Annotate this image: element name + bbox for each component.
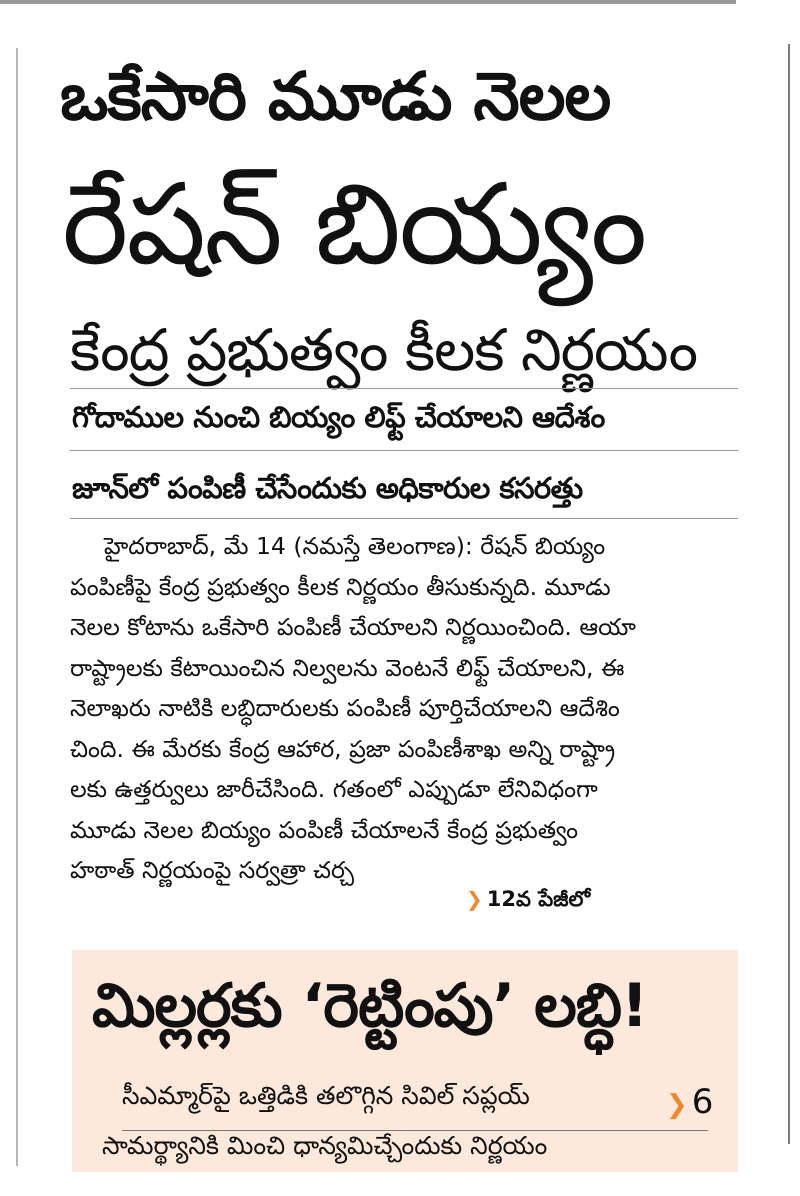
body-line-3: నెలల కోటాను ఒకేసారి పంపిణీ చేయాలని నిర్ణయించింది. ఆయా [70, 613, 636, 641]
article-body [70, 526, 736, 891]
subhead-2: జూన్‌లో పంపిణీ చేసేందుకు అధికారుల కసరత్తు [72, 471, 583, 505]
right-column-rule [788, 44, 790, 1144]
body-line-5: నెలాఖరు నాటికి లబ్ధిదారులకు పంపిణీ పూర్తిచేయాలని ఆదేశిం [70, 694, 620, 722]
subhead-1: గోదాముల నుంచి బియ్యం లిఫ్ట్ చేయాలని ఆదేశం [72, 400, 605, 434]
body-line-7: లకు ఉత్తర్వులు జారీచేసింది. గతంలో ఎప్పుడూ లేనివిధంగా [70, 775, 598, 803]
top-border-gap [736, 0, 800, 4]
rule-between-subheads [70, 450, 738, 451]
continued-label: 12వ పేజీలో [486, 887, 591, 911]
top-border-rule [0, 0, 800, 4]
chevron-right-icon: ❯ [466, 887, 483, 911]
chevron-right-icon: ❯ [666, 1090, 688, 1120]
sidebar-box-title: మిల్లర్లకు ‘రెట్టింపు’ లబ్ధి! [92, 971, 648, 1041]
body-line-1: హైదరాబాద్, మే 14 (నమస్తే తెలంగాణ): రేషన్ బియ్యం [104, 532, 606, 560]
headline-line-1: ఒకేసారి మూడు నెలల [60, 58, 611, 135]
page-reference-number: 6 [691, 1082, 714, 1122]
headline-line-2: రేషన్ బియ్యం [62, 160, 646, 290]
rule-under-subhead-2 [70, 518, 738, 519]
body-line-4: రాష్ట్రాలకు కేటాయించిన నిల్వలను వెంటనే లిఫ్ట్ చేయాలని, ఈ [70, 653, 625, 682]
body-line-9: హఠాత్ నిర్ణయంపై సర్వత్రా చర్చ [70, 856, 355, 884]
sidebar-box-line-2: సామర్థ్యానికి మించి ధాన్యమిచ్చేందుకు నిర్ణయం [102, 1131, 548, 1160]
continued-on-page-link[interactable] [466, 882, 590, 916]
sidebar-box [72, 950, 738, 1172]
left-column-rule [16, 48, 18, 1166]
body-line-2: పంపిణీపై కేంద్ర ప్రభుత్వం కీలక నిర్ణయం తీసుకున్నది. మూడు [70, 572, 611, 601]
page-reference-link[interactable] [666, 1080, 713, 1127]
body-line-6: చింది. ఈ మేరకు కేంద్ర ఆహార, ప్రజా పంపిణీశాఖ అన్ని రాష్ట్రా [70, 734, 616, 763]
sidebar-box-line-1: సీఎమ్మార్‌పై ఒత్తిడికి తలొగ్గిన సివిల్ సప్లయ్ [122, 1081, 530, 1110]
body-line-8: మూడు నెలల బియ్యం పంపిణీ చేయాలనే కేంద్ర ప్రభుత్వం [70, 815, 579, 844]
rule-under-headline [70, 388, 738, 389]
headline-line-3: కేంద్ర ప్రభుత్వం కీలక నిర్ణయం [70, 316, 698, 384]
